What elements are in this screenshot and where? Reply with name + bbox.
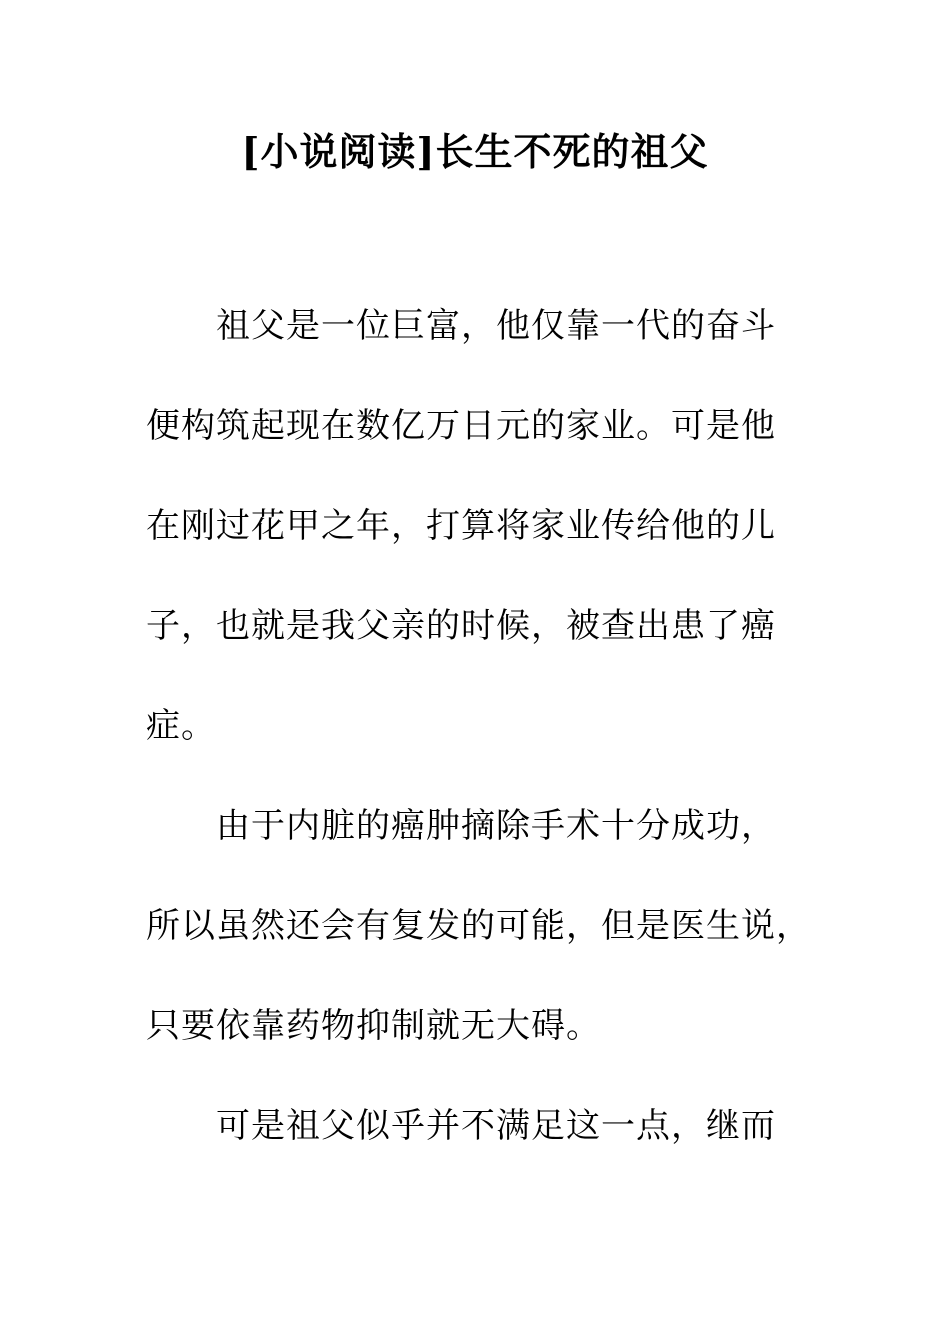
paragraph-1-line-1: 祖父是一位巨富，他仅靠一代的奋斗	[216, 306, 776, 346]
document-title: [小说阅读]长生不死的祖父	[241, 129, 709, 174]
paragraph-3-line-1: 可是祖父似乎并不满足这一点，继而	[216, 1106, 776, 1146]
paragraph-2-line-2: 所以虽然还会有复发的可能，但是医生说，	[146, 906, 811, 946]
paragraph-1-line-5: 症。	[146, 706, 216, 746]
paragraph-1-line-4: 子，也就是我父亲的时候，被查出患了癌	[146, 606, 776, 646]
paragraph-1-line-2: 便构筑起现在数亿万日元的家业。可是他	[146, 406, 776, 446]
paragraph-1-line-3: 在刚过花甲之年，打算将家业传给他的儿	[146, 506, 776, 546]
paragraph-2-line-3: 只要依靠药物抑制就无大碍。	[146, 1006, 601, 1046]
paragraph-2-line-1: 由于内脏的癌肿摘除手术十分成功，	[216, 806, 776, 846]
